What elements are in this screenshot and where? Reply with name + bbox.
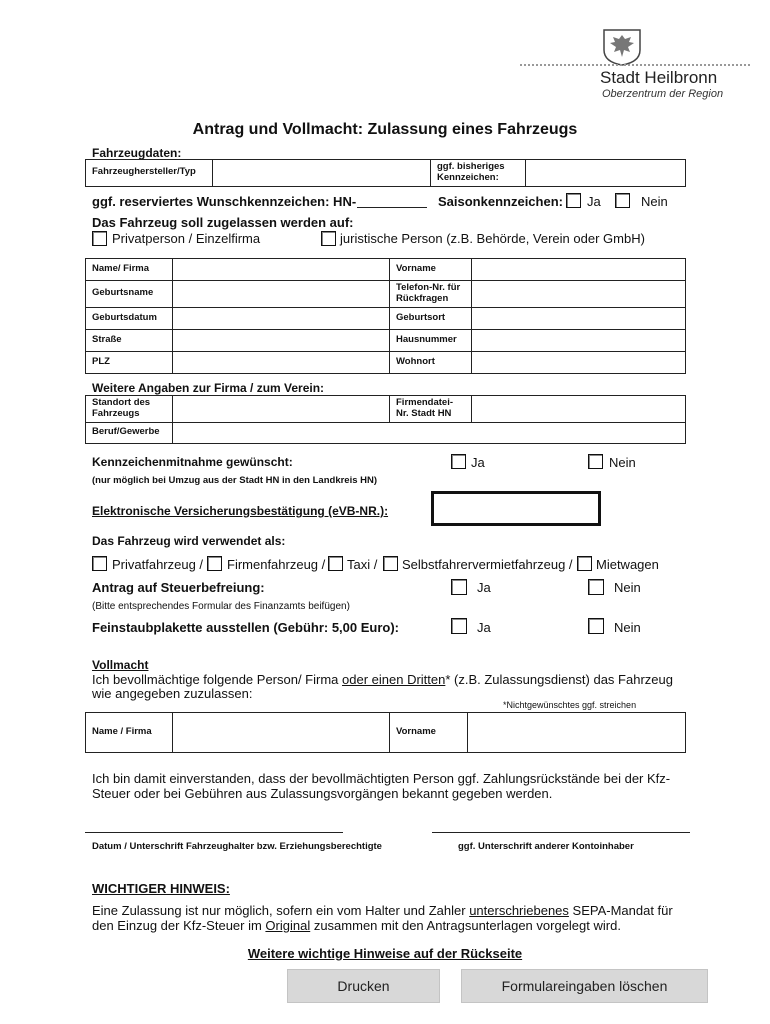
- table-row: [86, 329, 686, 351]
- mitnahme-nein-checkbox[interactable]: [588, 454, 603, 469]
- juristische-person-checkbox[interactable]: [321, 231, 336, 246]
- saison-nein-label: Nein: [641, 194, 668, 209]
- vollmacht-text-a: Ich bevollmächtige folgende Person/ Firma: [92, 672, 343, 687]
- mitnahme-note: (nur möglich bei Umzug aus der Stadt HN in den Landkreis HN): [92, 475, 378, 486]
- bisheriges-kennzeichen-field[interactable]: [526, 160, 686, 187]
- plz-label: PLZ: [86, 351, 173, 373]
- feinstaub-ja-label: Ja: [477, 620, 491, 635]
- firmendatei-field[interactable]: [472, 396, 686, 423]
- signature-label-kontoinhaber: ggf. Unterschrift anderer Kontoinhaber: [458, 841, 634, 852]
- telefon-field[interactable]: [472, 281, 686, 308]
- taxi-label: Taxi /: [347, 557, 378, 572]
- hausnummer-field[interactable]: [472, 329, 686, 351]
- geburtsdatum-label: Geburtsdatum: [86, 307, 173, 329]
- evb-label: Elektronische Versicherungsbestätigung (eVB-NR.):: [92, 504, 389, 518]
- drucken-button[interactable]: Drucken: [287, 969, 440, 1003]
- table-row: [86, 351, 686, 373]
- hinweis-l1u: unterschriebenes: [469, 903, 569, 918]
- name-firma-field[interactable]: [173, 259, 390, 281]
- steuer-ja-checkbox[interactable]: [451, 579, 467, 595]
- eagle-crest-icon: [600, 28, 644, 66]
- hinweis-l2b: zusammen mit den Antragsunterlagen vorgelegt wird.: [310, 918, 621, 933]
- feinstaub-nein-checkbox[interactable]: [588, 618, 604, 634]
- saisonkennzeichen-label: Saisonkennzeichen:: [438, 194, 563, 209]
- fahrzeugdaten-heading: Fahrzeugdaten:: [92, 146, 182, 160]
- steuer-note: (Bitte entsprechendes Formular des Finanzamts beifügen): [92, 601, 350, 612]
- selbstfahrer-label: Selbstfahrervermietfahrzeug /: [402, 557, 573, 572]
- saison-ja-checkbox[interactable]: [566, 193, 581, 208]
- strasse-field[interactable]: [173, 329, 390, 351]
- steuer-label: Antrag auf Steuerbefreiung:: [92, 580, 265, 595]
- fahrzeugdaten-table: [85, 159, 686, 187]
- signature-line-halter[interactable]: [85, 832, 343, 833]
- hinweis-heading: WICHTIGER HINWEIS:: [92, 881, 230, 896]
- feinstaub-label: Feinstaubplakette ausstellen (Gebühr: 5,00 Euro):: [92, 620, 400, 635]
- telefon-label: Telefon-Nr. für Rückfragen: [390, 281, 472, 308]
- mitnahme-label: Kennzeichenmitnahme gewünscht:: [92, 455, 293, 469]
- einverstanden-line1: Ich bin damit einverstanden, dass der bevollmächtigten Person ggf. Zahlungsrückstände bei der Kfz-: [92, 771, 671, 786]
- privatperson-label: Privatperson / Einzelfirma: [112, 231, 261, 246]
- feinstaub-nein-label: Nein: [614, 620, 641, 635]
- vollmacht-table: [85, 712, 686, 753]
- table-row: [86, 396, 686, 423]
- geburtsort-label: Geburtsort: [390, 307, 472, 329]
- hinweis-l2u: Original: [265, 918, 311, 933]
- wohnort-field[interactable]: [472, 351, 686, 373]
- firma-heading: Weitere Angaben zur Firma / zum Verein:: [92, 381, 325, 395]
- privatfahrzeug-label: Privatfahrzeug /: [112, 557, 204, 572]
- beruf-label: Beruf/Gewerbe: [86, 422, 173, 443]
- vollmacht-vorname-label: Vorname: [390, 713, 468, 753]
- firmenfahrzeug-label: Firmenfahrzeug /: [227, 557, 326, 572]
- firmendatei-label: Firmendatei-Nr. Stadt HN: [390, 396, 472, 423]
- hersteller-field[interactable]: [213, 160, 431, 187]
- privatfahrzeug-checkbox[interactable]: [92, 556, 107, 571]
- city-logo: [520, 28, 750, 104]
- wunschkennzeichen-field[interactable]: [357, 207, 427, 208]
- table-row: [86, 307, 686, 329]
- hersteller-label: Fahrzeughersteller/Typ: [86, 160, 213, 187]
- mitnahme-nein-label: Nein: [609, 455, 636, 470]
- firma-table: [85, 395, 686, 444]
- steuer-ja-label: Ja: [477, 580, 491, 595]
- saison-nein-checkbox[interactable]: [615, 193, 630, 208]
- feinstaub-ja-checkbox[interactable]: [451, 618, 467, 634]
- privatperson-checkbox[interactable]: [92, 231, 107, 246]
- vollmacht-text-b: * (z.B. Zulassungsdienst) das Fahrzeug: [445, 672, 673, 687]
- table-row: [86, 259, 686, 281]
- vollmacht-text-link: oder einen Dritten: [342, 672, 446, 687]
- page-title: Antrag und Vollmacht: Zulassung eines Fahrzeugs: [192, 121, 578, 138]
- person-table: [85, 258, 686, 374]
- weitere-hinweise-link[interactable]: Weitere wichtige Hinweise auf der Rückseite: [247, 946, 523, 961]
- hinweis-line2: [92, 918, 621, 933]
- hinweis-l1a: Eine Zulassung ist nur möglich, sofern ein vom Halter und Zahler: [92, 903, 470, 918]
- geburtsname-label: Geburtsname: [86, 281, 173, 308]
- geburtsname-field[interactable]: [173, 281, 390, 308]
- steuer-nein-checkbox[interactable]: [588, 579, 604, 595]
- beruf-field[interactable]: [173, 422, 686, 443]
- standort-field[interactable]: [173, 396, 390, 423]
- formular-loeschen-button[interactable]: Formulareingaben löschen: [461, 969, 708, 1003]
- table-row: [86, 422, 686, 443]
- name-firma-label: Name/ Firma: [86, 259, 173, 281]
- saison-ja-label: Ja: [587, 194, 601, 209]
- geburtsdatum-field[interactable]: [173, 307, 390, 329]
- hinweis-line1: [92, 903, 673, 918]
- signature-label-halter: Datum / Unterschrift Fahrzeughalter bzw. Erziehungsberechtigte: [92, 841, 382, 852]
- vollmacht-text: [92, 672, 673, 687]
- einverstanden-line2: Steuer oder bei Gebühren aus Zulassungsvorgängen bekannt gegeben werden.: [92, 786, 553, 801]
- juristische-person-label: juristische Person (z.B. Behörde, Verein oder GmbH): [340, 231, 645, 246]
- selbstfahrer-checkbox[interactable]: [383, 556, 398, 571]
- logo-city-name: Stadt Heilbronn: [600, 68, 718, 87]
- zulassung-heading: Das Fahrzeug soll zugelassen werden auf:: [92, 215, 354, 230]
- vollmacht-name-label: Name / Firma: [86, 713, 173, 753]
- table-row: [86, 281, 686, 308]
- vorname-label: Vorname: [390, 259, 472, 281]
- mietwagen-label: Mietwagen: [596, 557, 659, 572]
- vollmacht-name-field[interactable]: [173, 713, 390, 753]
- hinweis-l2a: den Einzug der Kfz-Steuer im: [92, 918, 266, 933]
- hausnummer-label: Hausnummer: [390, 329, 472, 351]
- signature-line-kontoinhaber[interactable]: [432, 832, 690, 833]
- standort-label: Standort des Fahrzeugs: [86, 396, 173, 423]
- hinweis-l1b: SEPA-Mandat für: [568, 903, 673, 918]
- verwendung-heading: Das Fahrzeug wird verwendet als:: [92, 534, 286, 548]
- taxi-checkbox[interactable]: [328, 556, 343, 571]
- strasse-label: Straße: [86, 329, 173, 351]
- vorname-field[interactable]: [472, 259, 686, 281]
- evb-input[interactable]: [431, 491, 601, 526]
- table-row: [86, 713, 686, 753]
- vollmacht-heading: Vollmacht: [92, 658, 149, 672]
- vollmacht-vorname-field[interactable]: [468, 713, 686, 753]
- mitnahme-ja-checkbox[interactable]: [451, 454, 466, 469]
- mietwagen-checkbox[interactable]: [577, 556, 592, 571]
- firmenfahrzeug-checkbox[interactable]: [207, 556, 222, 571]
- geburtsort-field[interactable]: [472, 307, 686, 329]
- steuer-nein-label: Nein: [614, 580, 641, 595]
- bisheriges-kennzeichen-label: ggf. bisheriges Kennzeichen:: [431, 160, 526, 187]
- mitnahme-ja-label: Ja: [471, 455, 485, 470]
- vollmacht-text-c: wie angegeben zuzulassen:: [92, 686, 253, 701]
- logo-tagline: Oberzentrum der Region: [602, 88, 724, 100]
- plz-field[interactable]: [173, 351, 390, 373]
- wohnort-label: Wohnort: [390, 351, 472, 373]
- vollmacht-footnote: *Nichtgewünschtes ggf. streichen: [503, 700, 637, 710]
- wunschkennzeichen-label: ggf. reserviertes Wunschkennzeichen: HN-: [92, 194, 357, 209]
